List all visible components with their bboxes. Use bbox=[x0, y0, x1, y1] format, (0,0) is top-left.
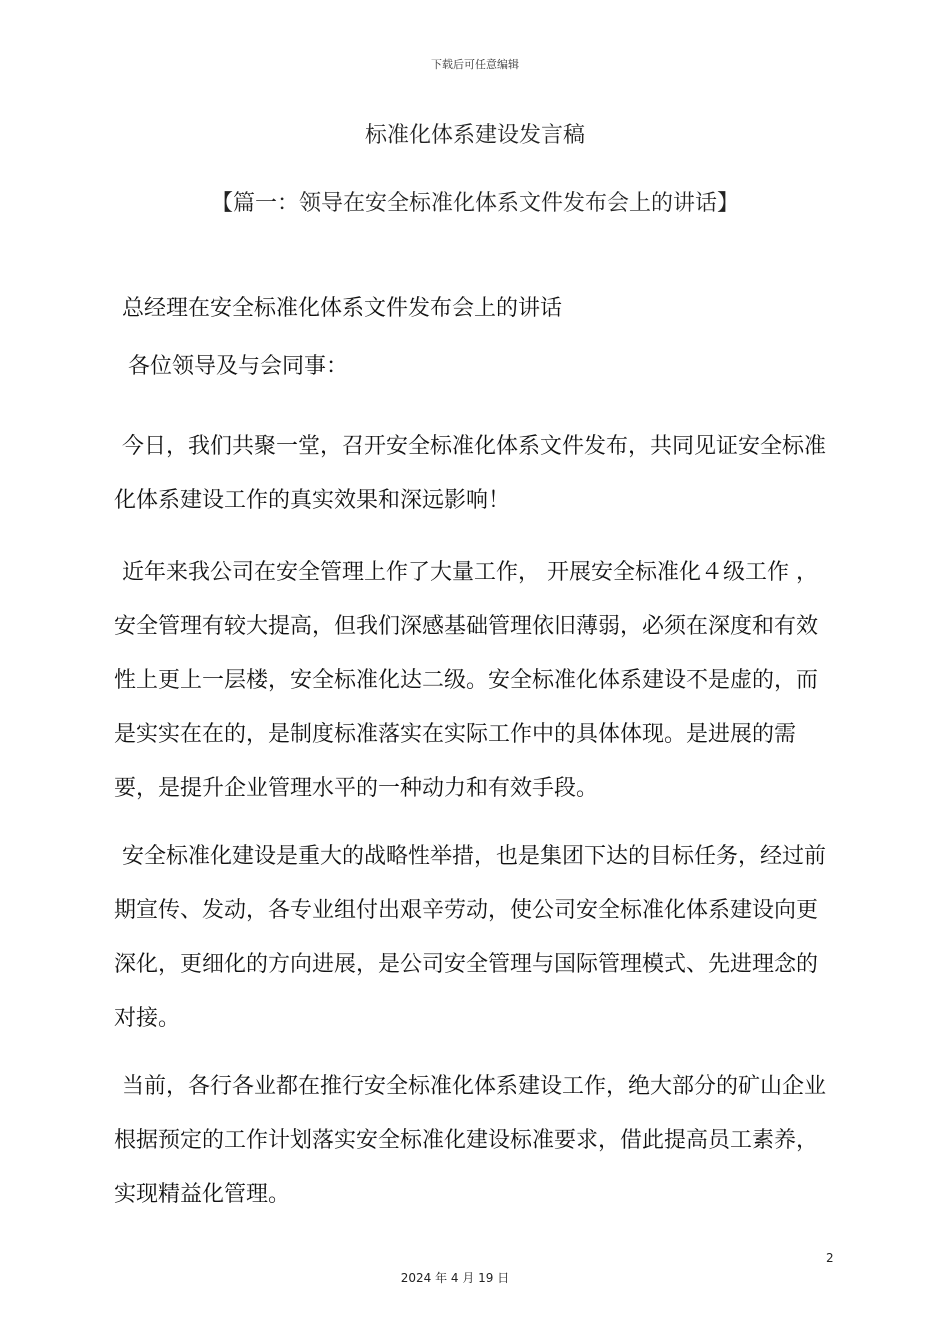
page-number: 2 bbox=[826, 1251, 834, 1265]
header-note: 下载后可任意编辑 bbox=[431, 58, 519, 71]
paragraph-text: 近年来我公司在安全管理上作了大量工作， 开展安全标准化４级工作 ，安全管理有较大提高，但我们深感基础管理依旧薄弱，必须在深度和有效性上更上一层楼，安全标准化达二级。安全标准化体系建设不是虚的，而是实实在在的，是制度标准落实在实际工作中的具体体现。是进展的需要，是提升企业管理水平的一种动力和有效手段。 bbox=[114, 560, 819, 801]
paragraph-3 bbox=[114, 830, 836, 1046]
paragraph-2 bbox=[114, 546, 836, 816]
footer-date: 2024 年 4 月 19 日 bbox=[400, 1271, 510, 1285]
paragraph-text: 今日，我们共聚一堂，召开安全标准化体系文件发布，共同见证安全标准化体系建设工作的真实效果和深远影响！ bbox=[114, 434, 827, 513]
document-title: 标准化体系建设发言稿 bbox=[364, 123, 585, 148]
paragraph-1 bbox=[114, 420, 836, 528]
salutation-text: 各位领导及与会同事： bbox=[128, 354, 349, 379]
document-subtitle: 【篇一：领导在安全标准化体系文件发布会上的讲话】 bbox=[210, 191, 739, 216]
paragraph-4 bbox=[114, 1060, 836, 1222]
speech-heading-text: 总经理在安全标准化体系文件发布会上的讲话 bbox=[122, 296, 563, 321]
speech-heading bbox=[114, 282, 836, 336]
paragraph-text: 安全标准化建设是重大的战略性举措，也是集团下达的目标任务，经过前期宣传、发动，各专业组付出艰辛劳动，使公司安全标准化体系建设向更深化，更细化的方向进展，是公司安全管理与国际管理模式、先进理念的对接。 bbox=[114, 844, 827, 1031]
paragraph-text: 当前，各行各业都在推行安全标准化体系建设工作，绝大部分的矿山企业根据预定的工作计划落实安全标准化建设标准要求，借此提高员工素养，实现精益化管理。 bbox=[114, 1074, 827, 1207]
salutation bbox=[114, 340, 836, 394]
